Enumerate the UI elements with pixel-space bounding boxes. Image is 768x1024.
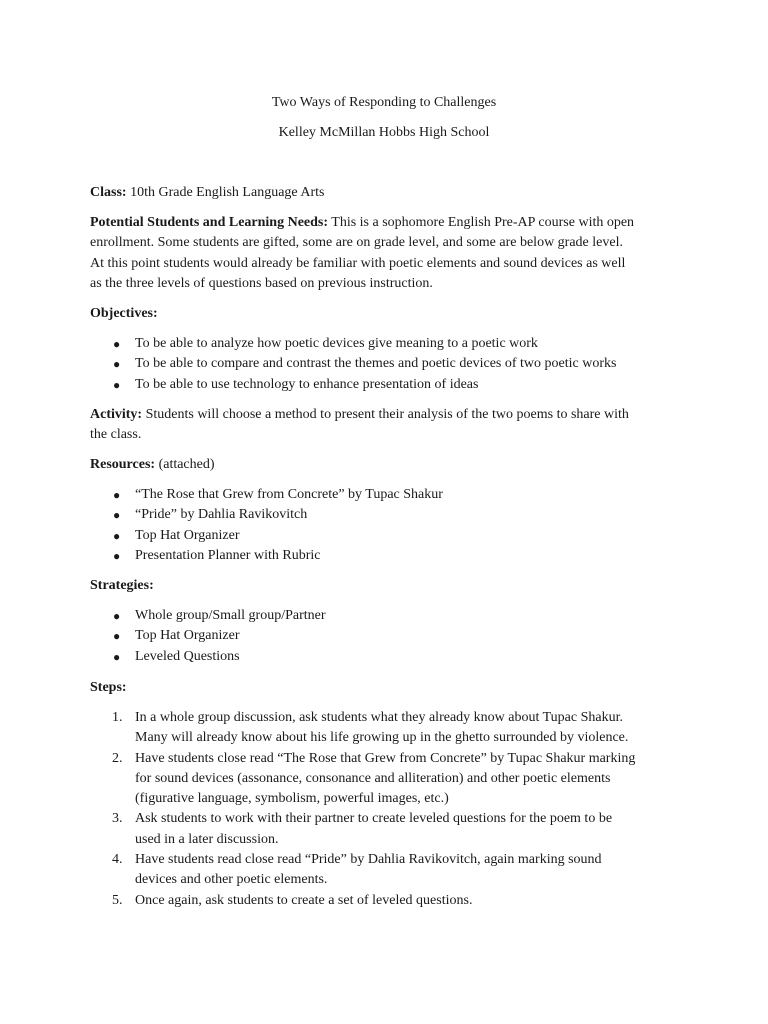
list-item: 4. Have students read close read “Pride” by Dahlia Ravikovitch, again marking sound devices and other poetic elements. (112, 852, 602, 888)
activity-label: Activity: (90, 407, 143, 422)
activity-line: Students will choose a method to present their analysis of the two poems to share with (145, 407, 629, 422)
step-number: 1. (112, 710, 123, 725)
bullet-icon: ● (113, 528, 121, 543)
list-item: ● Presentation Planner with Rubric (90, 546, 690, 566)
list-item: 5. Once again, ask students to create a set of leveled questions. (90, 891, 690, 911)
list-item: ● “Pride” by Dahlia Ravikovitch (90, 505, 690, 525)
class-label: Class: (90, 185, 127, 200)
list-item: 2. Have students close read “The Rose that Grew from Concrete” by Tupac Shakur marking for sound devices (assonance, consonance and alliteration) and other poetic elements (figurative language, symbolism, powerful images, etc.) (112, 750, 636, 807)
list-item: ● Top Hat Organizer (90, 526, 690, 546)
strategies-list (90, 606, 690, 667)
step-number: 3. (112, 811, 123, 827)
objectives-label: Objectives: (90, 306, 158, 321)
list-item: 1. In a whole group discussion, ask students what they already know about Tupac Shakur. Many will already know about his life growing up in the ghetto surrounded by violence. (112, 710, 629, 746)
bullet-icon: ● (113, 377, 121, 392)
list-item: ● To be able to analyze how poetic devices give meaning to a poetic work (90, 334, 690, 354)
author-line: Kelley McMillan Hobbs High School (278, 125, 490, 140)
list-item: ● To be able to compare and contrast the themes and poetic devices of two poetic works (90, 354, 690, 374)
list-item: ● To be able to use technology to enhance presentation of ideas (90, 375, 690, 395)
activity-line: the class. (90, 427, 142, 443)
needs-line: enrollment. Some students are gifted, some are on grade level, and some are below grade level. (90, 235, 623, 251)
bullet-icon: ● (113, 488, 121, 502)
bullet-icon: ● (113, 629, 121, 644)
step-number: 5. (112, 892, 123, 908)
list-item: ● Whole group/Small group/Partner (90, 606, 690, 626)
needs-label: Potential Students and Learning Needs: (90, 215, 329, 230)
step-number: 4. (112, 852, 123, 868)
resources-section (90, 455, 690, 475)
objectives-list (90, 334, 690, 395)
list-item: ● Leveled Questions (90, 647, 690, 667)
needs-line: as the three levels of questions based on previous instruction. (90, 275, 433, 291)
strategies-label: Strategies: (90, 578, 154, 593)
bullet-icon: ● (113, 649, 121, 664)
bullet-icon: ● (113, 357, 121, 372)
class-section (90, 183, 690, 203)
resources-label: Resources: (90, 457, 156, 472)
needs-section (90, 213, 690, 294)
list-item: ● Top Hat Organizer (90, 626, 690, 646)
bullet-icon: ● (113, 337, 121, 351)
bullet-icon: ● (113, 508, 121, 523)
needs-line: This is a sophomore English Pre-AP course with open (331, 215, 635, 230)
resources-list (90, 485, 690, 566)
step-number: 2. (112, 750, 123, 766)
bullet-icon: ● (113, 609, 121, 623)
document-title: Two Ways of Responding to Challenges (271, 95, 497, 110)
resources-note: (attached) (155, 457, 215, 472)
steps-list (90, 708, 690, 911)
needs-line: At this point students would already be familiar with poetic elements and sound devices as well (90, 255, 626, 271)
list-item: ● “The Rose that Grew from Concrete” by Tupac Shakur (90, 485, 690, 505)
bullet-icon: ● (113, 548, 121, 563)
steps-label: Steps: (90, 680, 127, 695)
activity-section (90, 405, 690, 446)
list-item: 3. Ask students to work with their partner to create leveled questions for the poem to be used in a later discussion. (112, 811, 613, 847)
class-value: 10th Grade English Language Arts (126, 185, 325, 200)
